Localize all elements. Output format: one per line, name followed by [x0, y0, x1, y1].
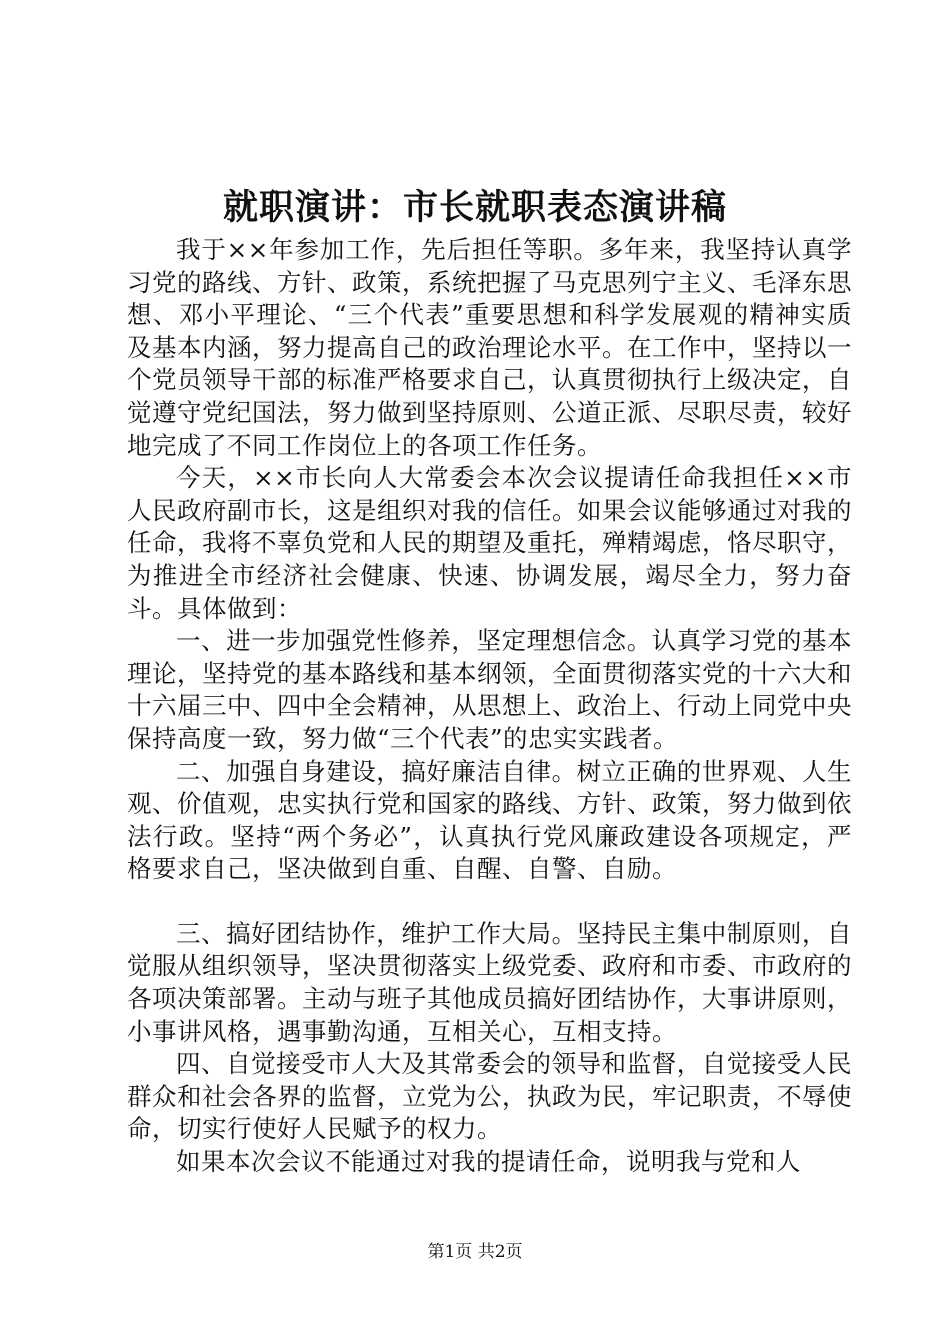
paragraph-work-history: 我于××年参加工作，先后担任等职。多年来，我坚持认真学习党的路线、方针、政策，系统把握了马克思列宁主义、毛泽东思想、邓小平理论、“三个代表”重要思想和科学发展观的精神实质及基本内涵，努力提高自己的政治理论水平。在工作中，坚持以一个党员领导干部的标准严格要求自己，认真贯彻执行上级决定，自觉遵守党纪国法，努力做到坚持原则、公道正派、尽职尽责，较好地完成了不同工作岗位上的各项工作任务。: [127, 235, 852, 460]
paragraph-point-three: 三、搞好团结协作，维护工作大局。坚持民主集中制原则，自觉服从组织领导，坚决贯彻落实上级党委、政府和市委、市政府的各项决策部署。主动与班子其他成员搞好团结协作，大事讲原则，小事讲风格，遇事勤沟通，互相关心，互相支持。: [127, 918, 852, 1046]
paragraph-conclusion: 如果本次会议不能通过对我的提请任命，说明我与党和人: [176, 1147, 801, 1177]
paragraph-point-two: 二、加强自身建设，搞好廉洁自律。树立正确的世界观、人生观、价值观，忠实执行党和国家的路线、方针、政策，努力做到依法行政。坚持“两个务必”，认真执行党风廉政建设各项规定，严格要求自己，坚决做到自重、自醒、自警、自励。: [127, 756, 852, 884]
document-body: [127, 234, 852, 1179]
paragraph-appointment: 今天，××市长向人大常委会本次会议提请任命我担任××市人民政府副市长，这是组织对我的信任。如果会议能够通过对我的任命，我将不辜负党和人民的期望及重托，殚精竭虑，恪尽职守，为推进全市经济社会健康、快速、协调发展，竭尽全力，努力奋斗。具体做到：: [127, 463, 852, 623]
page-number-footer: 第1页 共2页: [427, 1242, 523, 1262]
page-title: 就职演讲：市长就职表态演讲稿: [222, 187, 727, 228]
paragraph-point-one: 一、进一步加强党性修养，坚定理想信念。认真学习党的基本理论，坚持党的基本路线和基本纲领，全面贯彻落实党的十六大和十六届三中、四中全会精神，从思想上、政治上、行动上同党中央保持高度一致，努力做“三个代表”的忠实实践者。: [127, 626, 852, 753]
paragraph-point-four: 四、自觉接受市人大及其常委会的领导和监督，自觉接受人民群众和社会各界的监督，立党为公，执政为民，牢记职责，不辱使命，切实行使好人民赋予的权力。: [127, 1049, 852, 1144]
